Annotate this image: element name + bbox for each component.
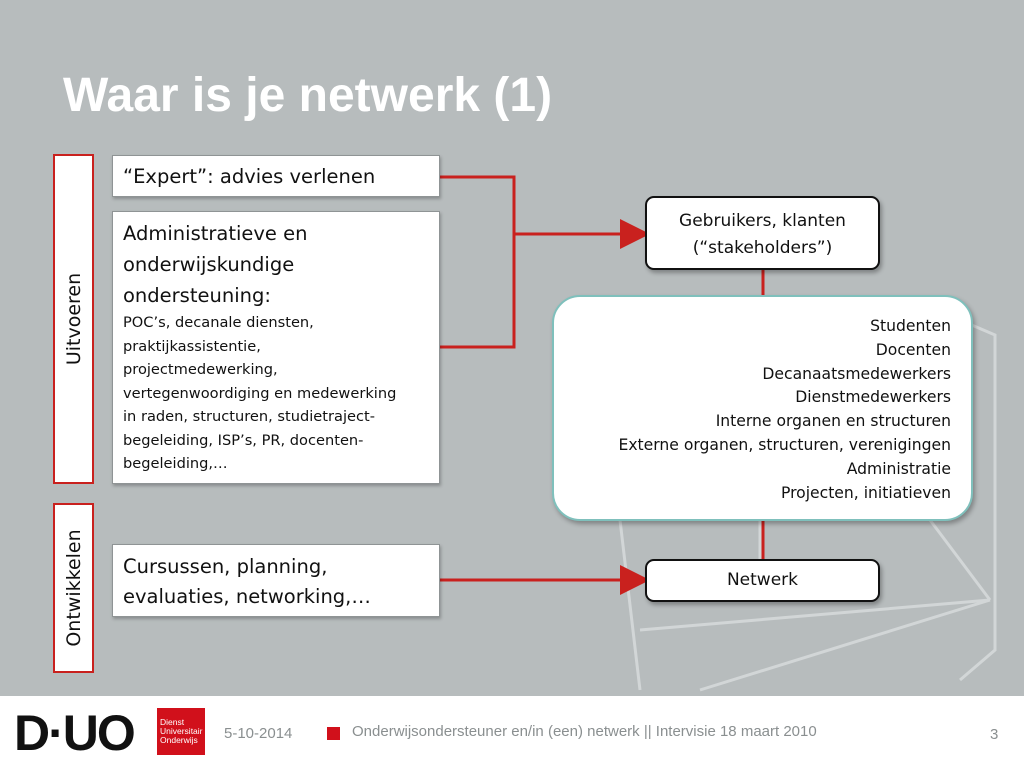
footer-date: 5-10-2014 [224,725,293,742]
users-line: (“stakeholders”) [692,238,833,258]
stakeholder-item: Projecten, initiatieven [780,483,951,502]
stakeholder-item: Docenten [875,340,951,359]
side-label-ontwikkelen-text: Ontwikkelen [62,529,85,647]
duo-logo: D·UO [14,705,134,761]
stakeholder-item: Studenten [870,317,951,335]
users-box [645,196,880,270]
duo-logo-badge [157,708,205,755]
admin-detail-line: begeleiding, ISP’s, PR, docenten- [123,431,364,449]
slide-title: Waar is je netwerk (1) [63,69,553,122]
stakeholder-item: Decanaatsmedewerkers [762,364,951,383]
admin-detail-line: begeleiding,… [123,455,228,472]
network-label: Netwerk [726,570,799,590]
develop-box [112,544,440,617]
logo-sub-line: Dienst [160,717,185,727]
stakeholder-item: Administratie [846,459,951,478]
expert-box [112,155,440,197]
stakeholder-item: Interne organen en structuren [715,412,951,431]
admin-detail-line: POC’s, decanale diensten, [123,314,314,331]
stakeholder-item: Dienstmedewerkers [795,388,951,407]
footer-caption: Onderwijsondersteuner en/in (een) netwerk || Intervisie 18 maart 2010 [352,723,817,740]
admin-heading-line: ondersteuning: [123,284,271,307]
admin-detail-line: in raden, structuren, studietraject- [123,408,375,425]
develop-line: evaluaties, networking,… [123,585,371,608]
logo-sub-line: Universitair [160,726,203,736]
expert-text: “Expert”: advies verlenen [123,165,376,188]
users-line: Gebruikers, klanten [679,211,846,231]
page-number: 3 [990,726,999,743]
admin-detail-line: vertegenwoordiging en medewerking [123,384,397,402]
footer-square-icon [327,727,340,740]
network-box [645,559,880,602]
admin-detail-line: projectmedewerking, [123,361,278,378]
admin-heading-line: Administratieve en [123,222,308,245]
logo-sub-line: Onderwijs [160,735,198,745]
develop-line: Cursussen, planning, [123,555,328,578]
admin-heading-line: onderwijskundige [123,253,295,276]
admin-box [112,211,440,484]
side-label-uitvoeren-text: Uitvoeren [62,272,85,366]
connector-expert [440,177,514,234]
stakeholders-cloud [552,295,973,521]
connector-admin [440,234,514,347]
stakeholder-item: Externe organen, structuren, verenigingen [618,435,951,454]
admin-detail-line: praktijkassistentie, [123,337,261,355]
